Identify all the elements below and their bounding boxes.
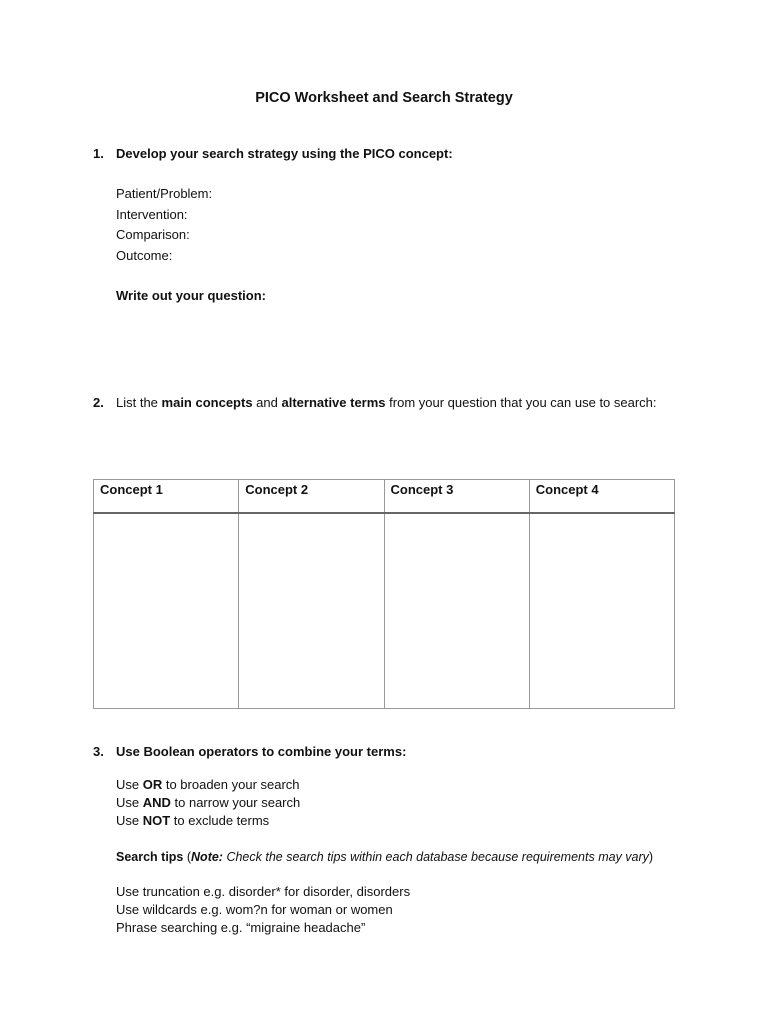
note-label: Note:	[191, 850, 223, 864]
operator-and-post: to narrow your search	[170, 795, 301, 810]
operator-and: AND	[142, 795, 171, 810]
operator-or-post: to broaden your search	[162, 777, 300, 792]
section-3-number: 3.	[93, 744, 104, 759]
section-2-alternative-terms: alternative terms	[281, 395, 386, 410]
search-tips-line	[116, 848, 676, 866]
field-patient-problem: Patient/Problem:	[116, 186, 213, 201]
concept-2-header: Concept 2	[239, 480, 384, 514]
concept-4-cell[interactable]	[529, 513, 674, 709]
page-title: PICO Worksheet and Search Strategy	[255, 90, 513, 106]
operator-or: OR	[142, 777, 163, 792]
field-outcome: Outcome:	[116, 247, 173, 263]
concept-2-cell[interactable]	[239, 513, 384, 709]
operator-not-pre: Use	[116, 813, 143, 828]
concept-1-header: Concept 1	[94, 480, 239, 514]
note-text: Check the search tips within each database because requirements may vary	[222, 850, 649, 864]
section-2-main-concepts: main concepts	[161, 395, 253, 410]
operator-and-pre: Use	[116, 795, 143, 810]
concepts-table	[93, 479, 675, 709]
operator-not: NOT	[142, 813, 171, 828]
concept-3-cell[interactable]	[384, 513, 529, 709]
search-tips-label: Search tips	[116, 850, 184, 864]
section-1-heading: Develop your search strategy using the PICO concept:	[116, 146, 453, 161]
search-tips-open: (	[183, 850, 192, 864]
tip-phrase-searching: Phrase searching e.g. “migraine headache”	[116, 920, 366, 935]
field-comparison: Comparison:	[116, 227, 190, 242]
section-3-heading: Use Boolean operators to combine your terms:	[116, 744, 407, 759]
concept-4-header: Concept 4	[529, 480, 674, 514]
concept-3-header: Concept 3	[384, 480, 529, 514]
concept-1-cell[interactable]	[94, 513, 239, 709]
operator-or-line	[116, 776, 676, 794]
operator-or-pre: Use	[116, 777, 143, 792]
section-2-text-mid: and	[252, 395, 282, 410]
operator-and-line	[116, 794, 676, 812]
section-1-number: 1.	[93, 146, 104, 161]
section-2-text-pre: List the	[116, 395, 162, 410]
question-label: Write out your question:	[116, 288, 266, 303]
operator-not-post: to exclude terms	[170, 813, 270, 828]
section-2-number: 2.	[93, 395, 104, 410]
operator-not-line	[116, 812, 676, 830]
tip-truncation: Use truncation e.g. disorder* for disorder, disorders	[116, 884, 411, 899]
search-tips-close: )	[648, 850, 654, 864]
field-intervention: Intervention:	[116, 206, 188, 222]
section-2-text-post: from your question that you can use to search:	[385, 395, 657, 410]
tip-wildcards: Use wildcards e.g. wom?n for woman or women	[116, 902, 393, 917]
section-2-instructions	[116, 394, 661, 412]
